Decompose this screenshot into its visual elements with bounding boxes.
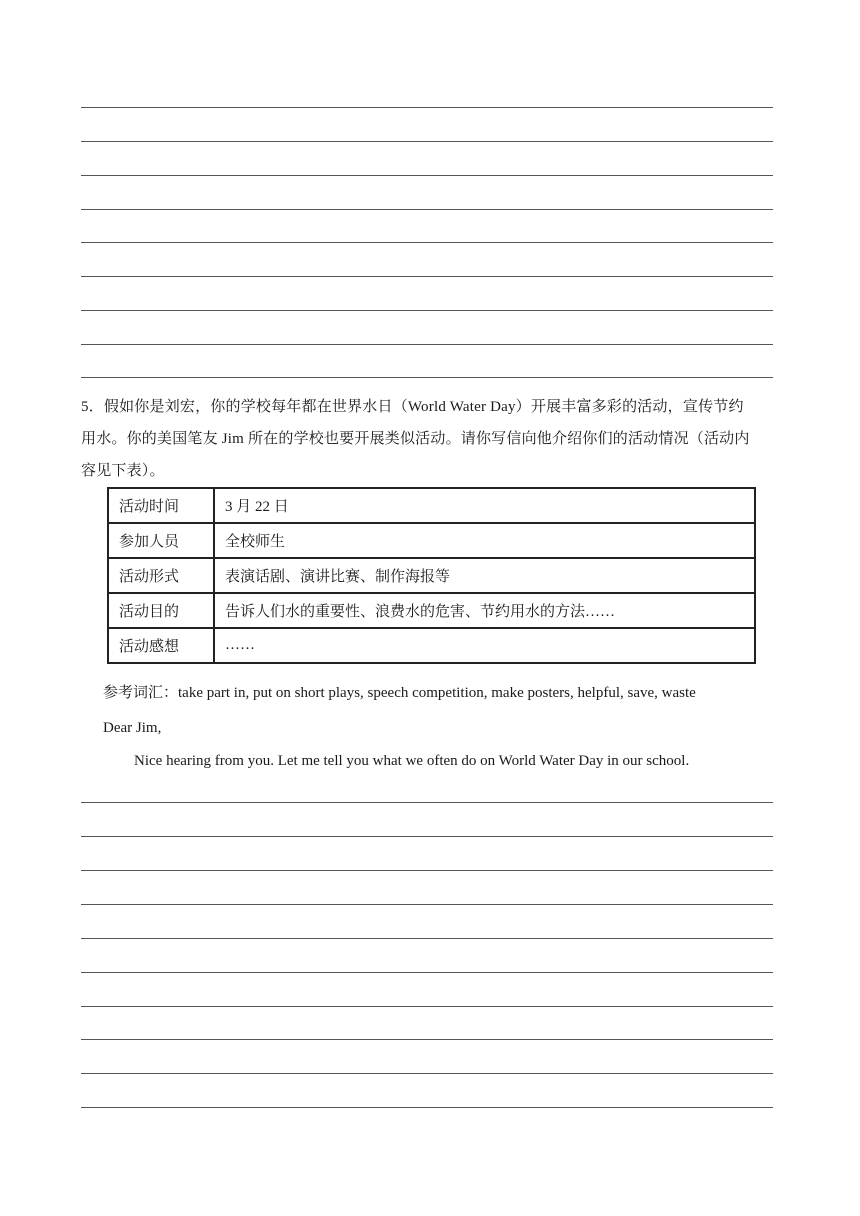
answer-line [81,972,773,973]
table-cell-key: 活动感想 [108,628,214,663]
table-row [108,628,755,663]
table-cell-value: 3 月 22 日 [214,488,755,523]
letter-opening: Nice hearing from you. Let me tell you what we often do on World Water Day in our school. [134,753,690,769]
answer-line [81,242,773,243]
table-cell-key: 活动时间 [108,488,214,523]
table-row [108,593,755,628]
answer-line [81,802,773,803]
table-cell-value: 表演话剧、演讲比赛、制作海报等 [214,558,755,593]
answer-line [81,107,773,108]
question-line: 5．假如你是刘宏，你的学校每年都在世界水日（World Water Day）开展丰富多彩的活动，宣传节约 [81,399,744,415]
answer-line [81,1073,773,1074]
table-cell-key: 活动目的 [108,593,214,628]
answer-line [81,175,773,176]
answer-line [81,141,773,142]
answer-line [81,276,773,277]
letter-greeting: Dear Jim, [103,720,162,736]
table-cell-key: 活动形式 [108,558,214,593]
reference-vocabulary: 参考词汇：take part in, put on short plays, speech competition, make posters, helpful, save, waste [103,685,696,701]
answer-line [81,904,773,905]
answer-line [81,938,773,939]
table-row [108,488,755,523]
table-row [108,558,755,593]
question-line: 用水。你的美国笔友 Jim 所在的学校也要开展类似活动。请你写信向他介绍你们的活动情况（活动内 [81,431,750,447]
answer-line [81,1039,773,1040]
table-cell-value: …… [214,628,755,663]
question-prompt [81,391,776,487]
answer-line [81,310,773,311]
table-cell-key: 参加人员 [108,523,214,558]
table-row [108,523,755,558]
activity-table [107,487,756,664]
table-cell-value: 告诉人们水的重要性、浪费水的危害、节约用水的方法…… [214,593,755,628]
answer-line [81,870,773,871]
answer-line [81,209,773,210]
answer-line [81,836,773,837]
answer-line [81,344,773,345]
answer-line [81,377,773,378]
table-cell-value: 全校师生 [214,523,755,558]
question-line: 容见下表）。 [81,463,165,479]
answer-line [81,1107,773,1108]
answer-line [81,1006,773,1007]
